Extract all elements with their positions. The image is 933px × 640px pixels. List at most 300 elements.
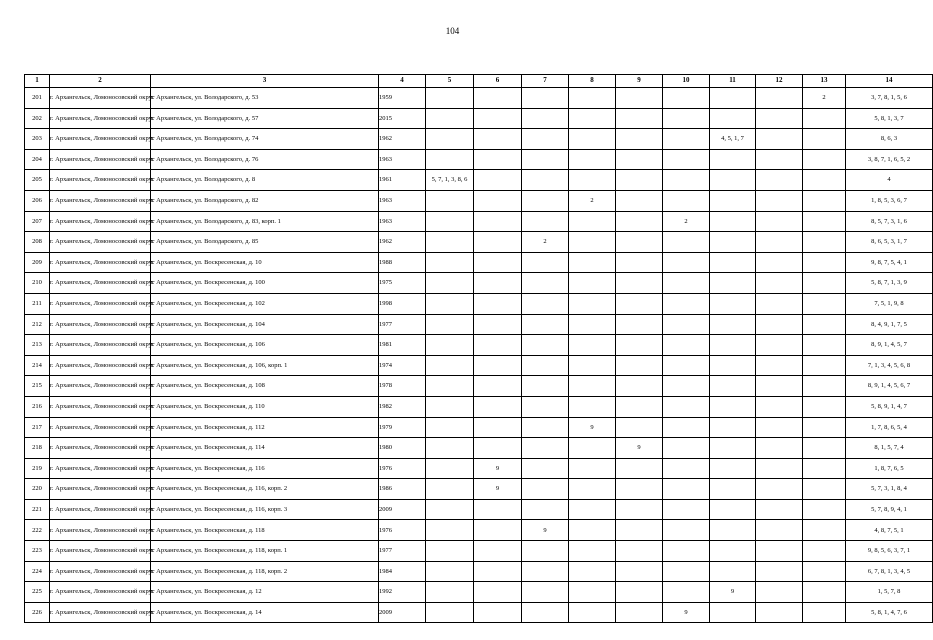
col10-cell [663, 108, 710, 129]
col9-cell [616, 561, 663, 582]
col13-cell [803, 232, 846, 253]
col9-cell [616, 376, 663, 397]
col12-cell [756, 273, 803, 294]
col13-cell [803, 520, 846, 541]
year-cell: 1962 [379, 232, 426, 253]
address-cell: г. Архангельск, ул. Воскресенская, д. 118, корп. 2 [151, 561, 379, 582]
col5-cell [426, 88, 474, 109]
district-cell: г. Архангельск, Ломоносовский округ [50, 211, 151, 232]
col12-cell [756, 190, 803, 211]
col7-cell [522, 582, 569, 603]
col7-cell [522, 438, 569, 459]
row-number-cell: 206 [25, 190, 50, 211]
col9-cell [616, 108, 663, 129]
row-number-cell: 211 [25, 293, 50, 314]
col7-cell [522, 479, 569, 500]
col14-cell: 6, 7, 8, 1, 3, 4, 5 [846, 561, 933, 582]
col6-cell [474, 561, 522, 582]
col8-cell [569, 170, 616, 191]
col12-cell [756, 170, 803, 191]
address-cell: г. Архангельск, ул. Володарского, д. 57 [151, 108, 379, 129]
col12-cell [756, 499, 803, 520]
table-row [25, 293, 933, 314]
col5-cell [426, 417, 474, 438]
col5-cell [426, 499, 474, 520]
year-cell: 1976 [379, 458, 426, 479]
col9-cell [616, 314, 663, 335]
col12-cell [756, 417, 803, 438]
col13-cell [803, 335, 846, 356]
col8-cell [569, 314, 616, 335]
col7-cell [522, 499, 569, 520]
district-cell: г. Архангельск, Ломоносовский округ [50, 582, 151, 603]
col12-cell [756, 520, 803, 541]
col9-cell [616, 293, 663, 314]
district-cell: г. Архангельск, Ломоносовский округ [50, 602, 151, 623]
address-cell: г. Архангельск, ул. Воскресенская, д. 116 [151, 458, 379, 479]
col13-cell [803, 499, 846, 520]
col5-cell [426, 541, 474, 562]
year-cell: 1961 [379, 170, 426, 191]
col11-cell [710, 170, 756, 191]
col11-cell [710, 520, 756, 541]
header-cell: 13 [803, 75, 846, 88]
col8-cell [569, 129, 616, 150]
row-number-cell: 210 [25, 273, 50, 294]
district-cell: г. Архангельск, Ломоносовский округ [50, 149, 151, 170]
page-number: 104 [445, 26, 460, 36]
address-cell: г. Архангельск, ул. Володарского, д. 74 [151, 129, 379, 150]
row-number-cell: 216 [25, 396, 50, 417]
col12-cell [756, 335, 803, 356]
col10-cell [663, 561, 710, 582]
col5-cell [426, 232, 474, 253]
col11-cell [710, 252, 756, 273]
col14-cell: 8, 9, 1, 4, 5, 6, 7 [846, 376, 933, 397]
col9-cell [616, 541, 663, 562]
col13-cell [803, 129, 846, 150]
address-cell: г. Архангельск, ул. Воскресенская, д. 100 [151, 273, 379, 294]
table-row [25, 108, 933, 129]
col7-cell [522, 458, 569, 479]
district-cell: г. Архангельск, Ломоносовский округ [50, 170, 151, 191]
col6-cell [474, 520, 522, 541]
col14-cell: 5, 8, 7, 1, 3, 9 [846, 273, 933, 294]
col12-cell [756, 232, 803, 253]
district-cell: г. Архангельск, Ломоносовский округ [50, 314, 151, 335]
col8-cell [569, 561, 616, 582]
col13-cell [803, 211, 846, 232]
col5-cell [426, 211, 474, 232]
col10-cell [663, 458, 710, 479]
table-row [25, 602, 933, 623]
col5-cell [426, 582, 474, 603]
col12-cell [756, 252, 803, 273]
col7-cell [522, 602, 569, 623]
table-row [25, 252, 933, 273]
row-number-cell: 222 [25, 520, 50, 541]
col5-cell [426, 190, 474, 211]
col5-cell [426, 355, 474, 376]
row-number-cell: 223 [25, 541, 50, 562]
row-number-cell: 208 [25, 232, 50, 253]
year-cell: 1959 [379, 88, 426, 109]
col14-cell: 8, 9, 1, 4, 5, 7 [846, 335, 933, 356]
col11-cell [710, 355, 756, 376]
col7-cell: 2 [522, 232, 569, 253]
year-cell: 1980 [379, 438, 426, 459]
col9-cell [616, 479, 663, 500]
col10-cell [663, 355, 710, 376]
address-cell: г. Архангельск, ул. Воскресенская, д. 106 [151, 335, 379, 356]
row-number-cell: 204 [25, 149, 50, 170]
col10-cell [663, 232, 710, 253]
col8-cell [569, 108, 616, 129]
col9-cell [616, 232, 663, 253]
col9-cell [616, 396, 663, 417]
col7-cell [522, 396, 569, 417]
col13-cell [803, 273, 846, 294]
row-number-cell: 205 [25, 170, 50, 191]
col7-cell [522, 211, 569, 232]
col11-cell [710, 479, 756, 500]
col10-cell [663, 88, 710, 109]
col5-cell [426, 520, 474, 541]
col6-cell [474, 129, 522, 150]
col7-cell [522, 190, 569, 211]
year-cell: 1962 [379, 129, 426, 150]
col14-cell: 8, 4, 9, 1, 7, 5 [846, 314, 933, 335]
col7-cell [522, 314, 569, 335]
year-cell: 1975 [379, 273, 426, 294]
year-cell: 1992 [379, 582, 426, 603]
year-cell: 1986 [379, 479, 426, 500]
table-row [25, 479, 933, 500]
col14-cell: 8, 1, 5, 7, 4 [846, 438, 933, 459]
col9-cell [616, 252, 663, 273]
row-number-cell: 215 [25, 376, 50, 397]
col7-cell [522, 355, 569, 376]
district-cell: г. Архангельск, Ломоносовский округ [50, 438, 151, 459]
address-cell: г. Архангельск, ул. Воскресенская, д. 106, корп. 1 [151, 355, 379, 376]
col5-cell [426, 108, 474, 129]
row-number-cell: 221 [25, 499, 50, 520]
row-number-cell: 207 [25, 211, 50, 232]
table-row [25, 355, 933, 376]
col8-cell [569, 499, 616, 520]
col10-cell [663, 170, 710, 191]
district-cell: г. Архангельск, Ломоносовский округ [50, 376, 151, 397]
col11-cell [710, 293, 756, 314]
col6-cell [474, 355, 522, 376]
col14-cell: 8, 6, 5, 3, 1, 7 [846, 232, 933, 253]
col14-cell: 9, 8, 5, 6, 3, 7, 1 [846, 541, 933, 562]
col9-cell [616, 520, 663, 541]
col10-cell [663, 582, 710, 603]
col7-cell [522, 273, 569, 294]
col12-cell [756, 541, 803, 562]
year-cell: 1998 [379, 293, 426, 314]
col8-cell [569, 335, 616, 356]
table-row [25, 541, 933, 562]
col12-cell [756, 376, 803, 397]
district-cell: г. Архангельск, Ломоносовский округ [50, 88, 151, 109]
col5-cell [426, 561, 474, 582]
col13-cell [803, 252, 846, 273]
col5-cell [426, 314, 474, 335]
col14-cell: 5, 8, 1, 3, 7 [846, 108, 933, 129]
header-cell: 1 [25, 75, 50, 88]
col6-cell [474, 396, 522, 417]
col10-cell [663, 396, 710, 417]
col6-cell [474, 190, 522, 211]
year-cell: 1988 [379, 252, 426, 273]
col5-cell [426, 149, 474, 170]
col12-cell [756, 582, 803, 603]
address-cell: г. Архангельск, ул. Воскресенская, д. 12 [151, 582, 379, 603]
col6-cell: 9 [474, 479, 522, 500]
col8-cell: 2 [569, 190, 616, 211]
col9-cell [616, 211, 663, 232]
header-cell: 3 [151, 75, 379, 88]
year-cell: 1982 [379, 396, 426, 417]
col11-cell: 4, 5, 1, 7 [710, 129, 756, 150]
col8-cell [569, 376, 616, 397]
col13-cell [803, 293, 846, 314]
district-cell: г. Архангельск, Ломоносовский округ [50, 520, 151, 541]
row-number-cell: 219 [25, 458, 50, 479]
col12-cell [756, 479, 803, 500]
row-number-cell: 201 [25, 88, 50, 109]
col12-cell [756, 396, 803, 417]
col5-cell [426, 376, 474, 397]
col6-cell [474, 438, 522, 459]
col6-cell [474, 541, 522, 562]
col8-cell [569, 582, 616, 603]
col12-cell [756, 88, 803, 109]
col6-cell [474, 602, 522, 623]
district-cell: г. Архангельск, Ломоносовский округ [50, 108, 151, 129]
col11-cell: 9 [710, 582, 756, 603]
col13-cell [803, 561, 846, 582]
col10-cell [663, 438, 710, 459]
header-cell: 5 [426, 75, 474, 88]
col10-cell [663, 293, 710, 314]
address-cell: г. Архангельск, ул. Воскресенская, д. 116, корп. 3 [151, 499, 379, 520]
col6-cell [474, 149, 522, 170]
table-row [25, 376, 933, 397]
table-row [25, 232, 933, 253]
address-cell: г. Архангельск, ул. Воскресенская, д. 110 [151, 396, 379, 417]
col13-cell [803, 396, 846, 417]
col7-cell [522, 335, 569, 356]
row-number-cell: 212 [25, 314, 50, 335]
col8-cell: 9 [569, 417, 616, 438]
district-cell: г. Архангельск, Ломоносовский округ [50, 293, 151, 314]
district-cell: г. Архангельск, Ломоносовский округ [50, 417, 151, 438]
col5-cell [426, 438, 474, 459]
table-row [25, 438, 933, 459]
col9-cell [616, 335, 663, 356]
col13-cell [803, 149, 846, 170]
col13-cell [803, 438, 846, 459]
header-cell: 6 [474, 75, 522, 88]
col14-cell: 5, 8, 9, 1, 4, 7 [846, 396, 933, 417]
col10-cell [663, 376, 710, 397]
year-cell: 2015 [379, 108, 426, 129]
year-cell: 2009 [379, 499, 426, 520]
col11-cell [710, 561, 756, 582]
district-cell: г. Архангельск, Ломоносовский округ [50, 335, 151, 356]
table-row [25, 520, 933, 541]
col7-cell [522, 252, 569, 273]
col8-cell [569, 88, 616, 109]
col9-cell [616, 417, 663, 438]
district-cell: г. Архангельск, Ломоносовский округ [50, 499, 151, 520]
col13-cell [803, 479, 846, 500]
col11-cell [710, 314, 756, 335]
col6-cell [474, 232, 522, 253]
col14-cell: 5, 7, 3, 1, 8, 4 [846, 479, 933, 500]
col12-cell [756, 355, 803, 376]
col14-cell: 8, 6, 3 [846, 129, 933, 150]
col8-cell [569, 293, 616, 314]
col13-cell [803, 170, 846, 191]
col13-cell [803, 582, 846, 603]
col7-cell: 9 [522, 520, 569, 541]
col13-cell [803, 355, 846, 376]
district-cell: г. Архангельск, Ломоносовский округ [50, 129, 151, 150]
col12-cell [756, 561, 803, 582]
col8-cell [569, 396, 616, 417]
header-cell: 4 [379, 75, 426, 88]
table-row [25, 211, 933, 232]
col9-cell [616, 88, 663, 109]
district-cell: г. Архангельск, Ломоносовский округ [50, 561, 151, 582]
col9-cell [616, 458, 663, 479]
district-cell: г. Архангельск, Ломоносовский округ [50, 190, 151, 211]
col14-cell: 1, 8, 7, 6, 5 [846, 458, 933, 479]
row-number-cell: 213 [25, 335, 50, 356]
col8-cell [569, 541, 616, 562]
col6-cell [474, 273, 522, 294]
address-cell: г. Архангельск, ул. Воскресенская, д. 108 [151, 376, 379, 397]
year-cell: 1977 [379, 541, 426, 562]
address-cell: г. Архангельск, ул. Володарского, д. 8 [151, 170, 379, 191]
col5-cell [426, 479, 474, 500]
col5-cell [426, 396, 474, 417]
col7-cell [522, 541, 569, 562]
col11-cell [710, 417, 756, 438]
col12-cell [756, 293, 803, 314]
year-cell: 1976 [379, 520, 426, 541]
col8-cell [569, 520, 616, 541]
col11-cell [710, 458, 756, 479]
district-cell: г. Архангельск, Ломоносовский округ [50, 355, 151, 376]
header-cell: 12 [756, 75, 803, 88]
row-number-cell: 225 [25, 582, 50, 603]
address-cell: г. Архангельск, ул. Володарского, д. 53 [151, 88, 379, 109]
district-cell: г. Архангельск, Ломоносовский округ [50, 458, 151, 479]
col12-cell [756, 458, 803, 479]
table-row [25, 396, 933, 417]
col14-cell: 1, 8, 5, 3, 6, 7 [846, 190, 933, 211]
address-cell: г. Архангельск, ул. Володарского, д. 82 [151, 190, 379, 211]
table-row [25, 190, 933, 211]
col9-cell [616, 582, 663, 603]
col8-cell [569, 252, 616, 273]
address-cell: г. Архангельск, ул. Воскресенская, д. 112 [151, 417, 379, 438]
col11-cell [710, 88, 756, 109]
year-cell: 1979 [379, 417, 426, 438]
col6-cell [474, 293, 522, 314]
col12-cell [756, 108, 803, 129]
col13-cell [803, 108, 846, 129]
col9-cell [616, 355, 663, 376]
row-number-cell: 202 [25, 108, 50, 129]
year-cell: 1974 [379, 355, 426, 376]
col12-cell [756, 211, 803, 232]
address-cell: г. Архангельск, ул. Воскресенская, д. 10 [151, 252, 379, 273]
table-row [25, 582, 933, 603]
col10-cell [663, 190, 710, 211]
year-cell: 1978 [379, 376, 426, 397]
col13-cell [803, 190, 846, 211]
col9-cell [616, 129, 663, 150]
col7-cell [522, 88, 569, 109]
header-cell: 2 [50, 75, 151, 88]
col5-cell [426, 252, 474, 273]
row-number-cell: 218 [25, 438, 50, 459]
year-cell: 1963 [379, 149, 426, 170]
row-number-cell: 224 [25, 561, 50, 582]
col10-cell: 9 [663, 602, 710, 623]
address-cell: г. Архангельск, ул. Воскресенская, д. 102 [151, 293, 379, 314]
table-row [25, 273, 933, 294]
address-cell: г. Архангельск, ул. Володарского, д. 85 [151, 232, 379, 253]
table-row [25, 170, 933, 191]
col8-cell [569, 458, 616, 479]
col8-cell [569, 232, 616, 253]
col6-cell [474, 314, 522, 335]
col11-cell [710, 335, 756, 356]
col14-cell: 4 [846, 170, 933, 191]
district-cell: г. Архангельск, Ломоносовский округ [50, 252, 151, 273]
col6-cell: 9 [474, 458, 522, 479]
col10-cell [663, 149, 710, 170]
col7-cell [522, 293, 569, 314]
row-number-cell: 226 [25, 602, 50, 623]
table-row [25, 314, 933, 335]
col9-cell [616, 190, 663, 211]
address-cell: г. Архангельск, ул. Воскресенская, д. 118, корп. 1 [151, 541, 379, 562]
col14-cell: 1, 5, 7, 8 [846, 582, 933, 603]
col14-cell: 5, 7, 8, 9, 4, 1 [846, 499, 933, 520]
table-row [25, 88, 933, 109]
year-cell: 1984 [379, 561, 426, 582]
col9-cell [616, 273, 663, 294]
col5-cell [426, 602, 474, 623]
col14-cell: 8, 5, 7, 3, 1, 6 [846, 211, 933, 232]
table-row [25, 458, 933, 479]
header-cell: 10 [663, 75, 710, 88]
table-row [25, 499, 933, 520]
col5-cell: 5, 7, 1, 3, 8, 6 [426, 170, 474, 191]
col14-cell: 9, 8, 7, 5, 4, 1 [846, 252, 933, 273]
col6-cell [474, 252, 522, 273]
row-number-cell: 217 [25, 417, 50, 438]
row-number-cell: 214 [25, 355, 50, 376]
